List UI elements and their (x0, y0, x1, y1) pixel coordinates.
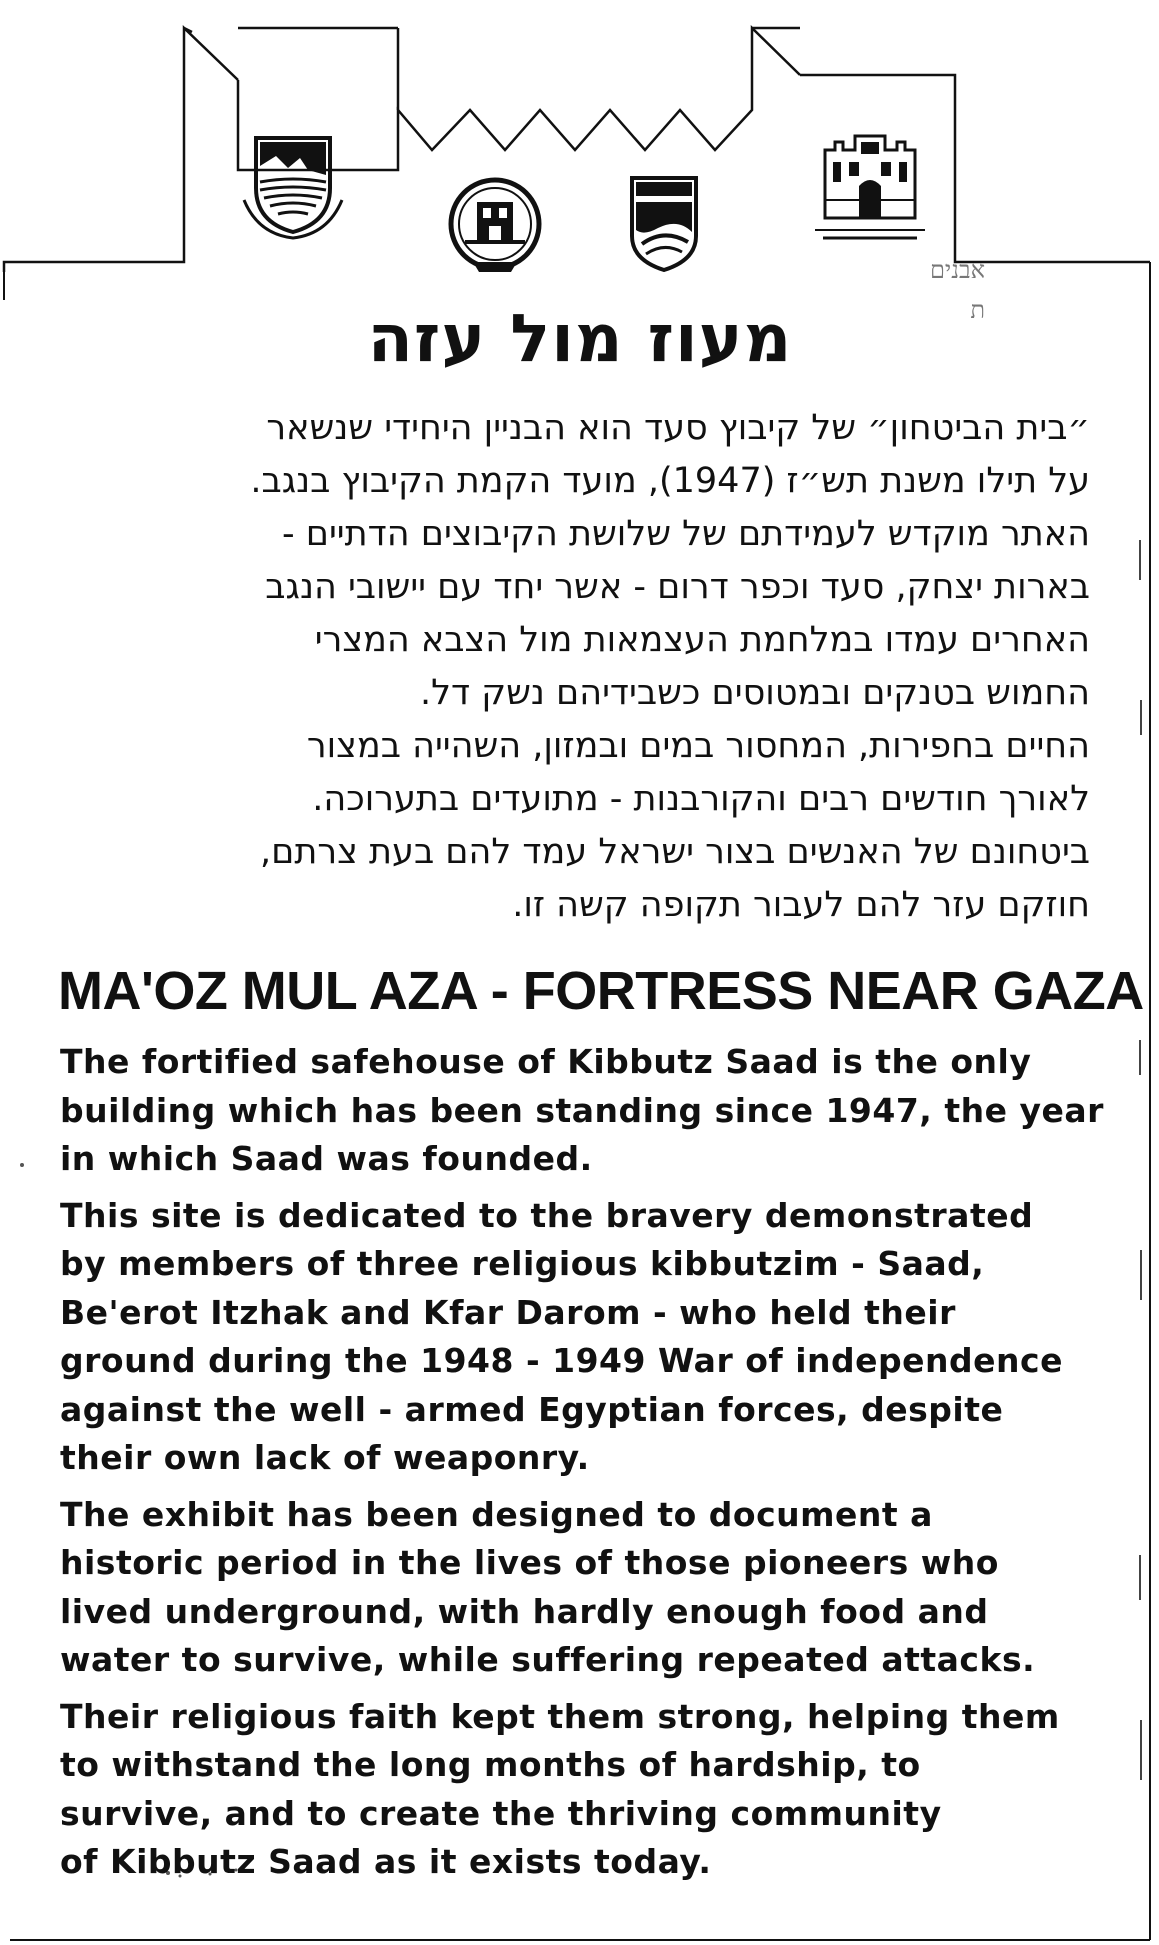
english-line: survive, and to create the thriving community (60, 1793, 942, 1833)
hebrew-line: על תילו משנת תש״ז (1947), מועד הקמת הקיבוץ בנגב. (250, 461, 1090, 501)
english-line: against the well - armed Egyptian forces, despite (60, 1389, 1004, 1429)
english-line: historic period in the lives of those pioneers who (60, 1543, 999, 1582)
hebrew-line: החמוש בטנקים ובמטוסים כשבידיהם נשק דל. (420, 673, 1090, 713)
margin-note-line: ת (970, 296, 985, 324)
round-seal-icon (445, 176, 545, 276)
english-line: in which Saad was founded. (60, 1139, 593, 1178)
hebrew-line: החיים בחפירות, המחסור במים ובמזון, השהייה במצור (306, 726, 1090, 766)
hebrew-line: לאורך חודשים רבים והקורבנות - מתועדים בתערוכה. (312, 779, 1090, 819)
english-line: Their religious faith kept them strong, helping them (60, 1696, 1060, 1736)
fortress-building-icon (805, 130, 935, 250)
english-line: ground during the 1948 - 1949 War of independence (60, 1341, 1063, 1380)
english-line: their own lack of weaponry. (60, 1438, 590, 1477)
english-line: Be'erot Itzhak and Kfar Darom - who held their (60, 1292, 956, 1332)
english-paragraph (60, 1192, 1100, 1483)
english-line: building which has been standing since 1947, the year (60, 1090, 1104, 1130)
hebrew-line: חוזקם עזר להם לעבור תקופה קשה זו. (512, 885, 1090, 925)
hebrew-line: ״בית הביטחון״ של קיבוץ סעד הוא הבניין היחידי שנשאר (266, 408, 1090, 448)
regional-emblem-icon (238, 130, 348, 240)
english-line: The fortified safehouse of Kibbutz Saad is the only (60, 1042, 1032, 1081)
hebrew-line: האחרים עמדו במלחמת העצמאות מול הצבא המצרי (314, 620, 1090, 660)
english-paragraph (60, 1693, 1100, 1887)
english-line: This site is dedicated to the bravery demonstrated (60, 1195, 1034, 1235)
hebrew-body (60, 402, 1090, 932)
english-paragraph (60, 1491, 1100, 1685)
english-line: The exhibit has been designed to document a (60, 1494, 933, 1534)
hebrew-line: ביטחונם של האנשים בצור ישראל עמד להם בעת צרתם, (260, 832, 1090, 872)
hebrew-line: האתר מוקדש לעמידתם של שלושת הקיבוצים הדתיים - (282, 514, 1090, 554)
english-line: to withstand the long months of hardship, to (60, 1745, 921, 1784)
english-body (60, 1038, 1104, 1895)
hebrew-heading: מעוז מול עזה (367, 300, 793, 377)
english-line: water to survive, while suffering repeated attacks. (60, 1640, 1036, 1679)
english-line: by members of three religious kibbutzim - Saad, (60, 1244, 985, 1283)
english-heading: MA'OZ MUL AZA - FORTRESS NEAR GAZA (58, 961, 1144, 1021)
hebrew-line: בארות יצחק, סעד וכפר דרום - אשר יחד עם יישובי הנגב (265, 567, 1090, 607)
english-paragraph (60, 1038, 1104, 1184)
shield-emblem-icon (628, 172, 700, 272)
margin-note-line: אבנים (929, 256, 985, 284)
english-line: of Kibbutz Saad as it exists today. (60, 1842, 712, 1881)
english-line: lived underground, with hardly enough food and (60, 1591, 989, 1631)
